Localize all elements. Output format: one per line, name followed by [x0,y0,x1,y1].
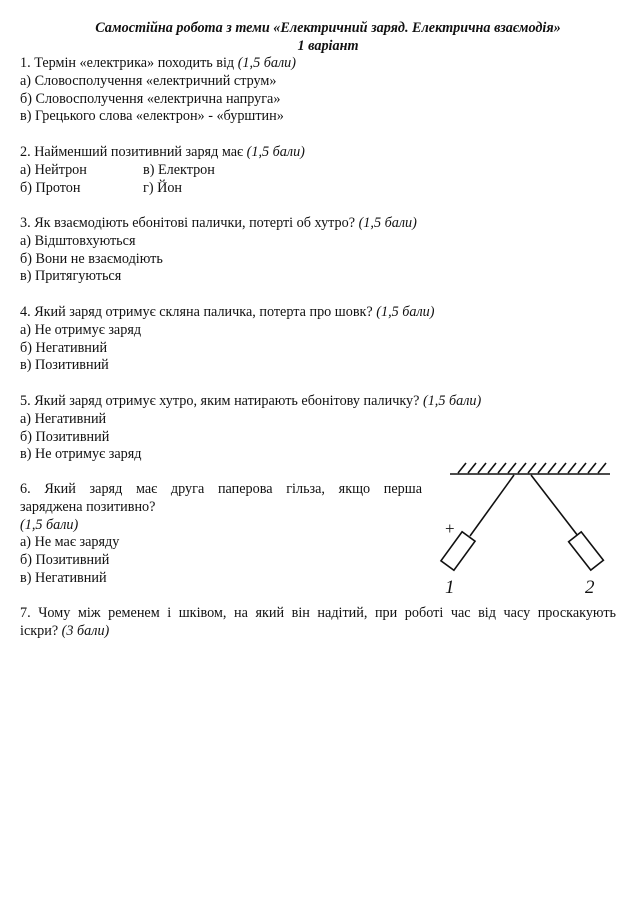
answer-option: в) Електрон [143,161,215,178]
answer-option: б) Словосполучення «електрична напруга» [20,90,281,107]
answer-option: а) Відштовхуються [20,232,136,249]
question-points: (1,5 бали) [246,144,305,160]
question-text: 4. Який заряд отримує скляна паличка, потерта про шовк? [20,304,373,320]
hanging-sleeves-figure [438,452,618,602]
question-points: (1,5 бали) [20,516,79,533]
worksheet-title: Самостійна робота з теми «Електричний заряд. Електрична взаємодія» [95,20,561,36]
question-points: (1,5 бали) [376,304,435,320]
answer-option: а) Нейтрон [20,161,87,178]
question-6 [20,481,422,588]
sleeve-1-label: 1 [445,577,455,598]
question-points: (1,5 бали) [237,55,296,71]
plus-charge-label: + [445,519,455,538]
question-text: 3. Як взаємодіють ебонітові палички, потерті об хутро? [20,215,356,231]
page-title [20,19,636,55]
answer-option: б) Позитивний [20,552,110,569]
question-text-continued: заряджена позитивно? [20,498,156,515]
question-text: 6. Який заряд має друга паперова гільза, якщо перша [20,481,422,497]
question-text: 2. Найменший позитивний заряд має [20,144,244,160]
question-points: (1,5 бали) [358,215,417,231]
question-points: (1,5 бали) [422,393,482,409]
question-text-continued: іскри? [20,622,59,639]
answer-option: а) Не має заряду [20,534,120,551]
answer-option: б) Негативний [20,339,108,356]
answer-option: а) Не отримує заряд [20,321,142,338]
answer-option: в) Негативний [20,569,107,586]
question-points: (3 бали) [61,622,110,639]
sleeve-2-label: 2 [585,577,595,598]
answer-option: б) Позитивний [20,428,110,445]
question-4 [20,304,616,375]
answer-option: б) Вони не взаємодіють [20,250,163,267]
question-text: 7. Чому між ременем і шківом, на який він надітий, при роботі час від часу проскакують [20,605,616,621]
question-text: 5. Який заряд отримує хутро, яким натирають ебонітову паличку? [20,393,420,409]
thread-2 [531,475,578,536]
paper-sleeve-2 [569,532,604,570]
variant-label: 1 варіант [297,38,359,54]
answer-option: а) Словосполучення «електричний струм» [20,72,277,89]
answer-option: в) Притягуються [20,268,122,285]
sleeves-diagram [438,452,618,602]
answer-option: в) Позитивний [20,357,109,374]
question-3 [20,215,616,286]
question-2 [20,144,616,197]
question-7 [20,605,616,641]
question-1 [20,55,616,126]
thread-1 [470,475,514,536]
question-text: 1. Термін «електрика» походить від [20,55,235,71]
ceiling-support [450,463,610,474]
answer-option: в) Грецького слова «електрон» - «бурштин» [20,108,284,125]
answer-option: в) Не отримує заряд [20,446,142,463]
answer-option: г) Йон [143,179,183,196]
answer-option: а) Негативний [20,410,107,427]
answer-option: б) Протон [20,179,81,196]
